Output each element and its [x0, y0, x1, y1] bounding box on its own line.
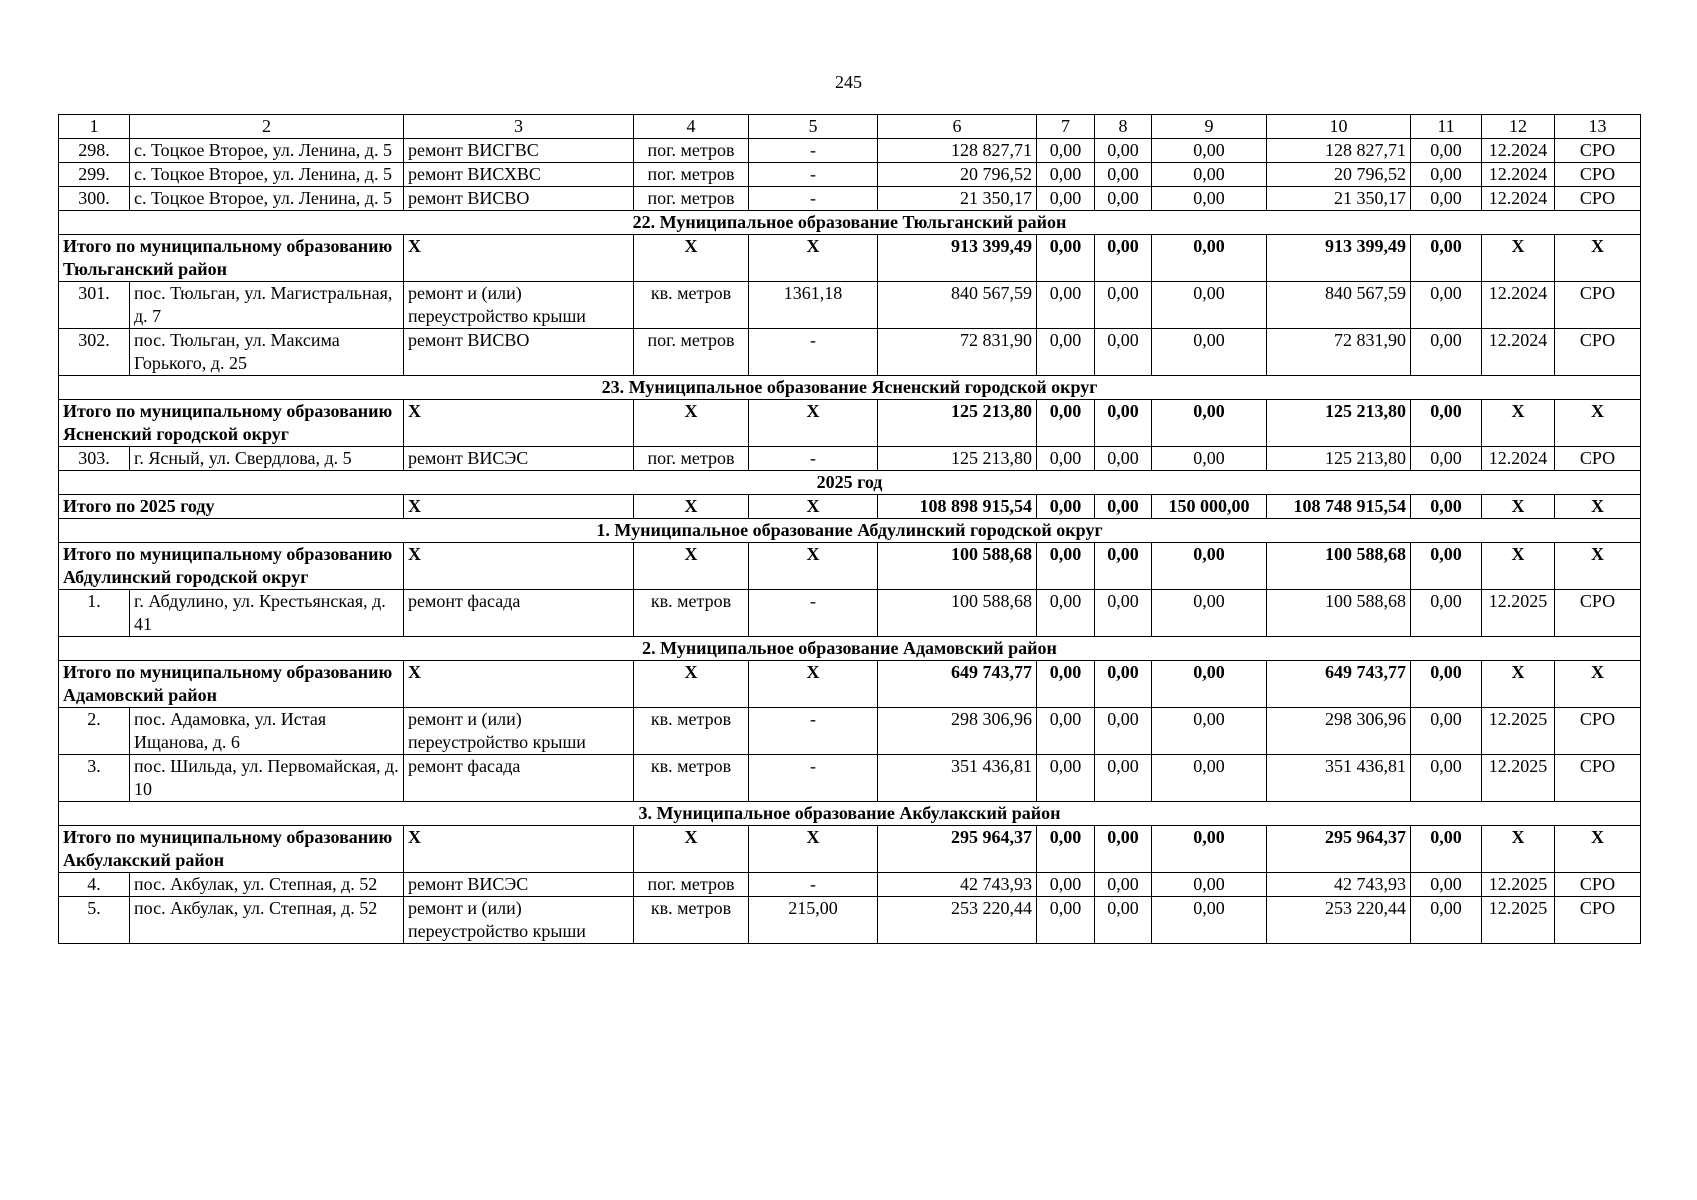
data-cell: 351 436,81 — [1267, 755, 1411, 802]
data-cell: 0,00 — [1037, 187, 1095, 211]
total-cell: 0,00 — [1411, 661, 1482, 708]
column-number-cell: 5 — [749, 115, 878, 139]
address-cell: г. Абдулино, ул. Крестьянская, д. 41 — [130, 590, 404, 637]
address-cell: пос. Тюльган, ул. Магистральная, д. 7 — [130, 282, 404, 329]
total-cell: X — [749, 543, 878, 590]
data-cell: - — [749, 187, 878, 211]
total-cell: X — [634, 400, 749, 447]
total-cell: 649 743,77 — [1267, 661, 1411, 708]
data-cell: 12.2024 — [1482, 139, 1555, 163]
data-cell: - — [749, 755, 878, 802]
table-body — [59, 115, 1641, 944]
total-cell: 108 898 915,54 — [878, 495, 1037, 519]
total-cell: X — [1482, 661, 1555, 708]
data-cell: 0,00 — [1095, 329, 1152, 376]
column-number-cell: 8 — [1095, 115, 1152, 139]
data-cell: СРО — [1555, 329, 1641, 376]
total-cell: 0,00 — [1095, 543, 1152, 590]
row-number: 3. — [59, 755, 130, 802]
total-cell: X — [404, 495, 634, 519]
total-row — [59, 235, 1641, 282]
data-cell: 0,00 — [1037, 329, 1095, 376]
data-cell: пог. метров — [634, 329, 749, 376]
total-cell: X — [634, 661, 749, 708]
total-cell: X — [1482, 495, 1555, 519]
row-number: 4. — [59, 873, 130, 897]
total-cell: 0,00 — [1411, 400, 1482, 447]
address-cell: г. Ясный, ул. Свердлова, д. 5 — [130, 447, 404, 471]
data-cell: 12.2025 — [1482, 708, 1555, 755]
data-cell: - — [749, 590, 878, 637]
data-cell: 351 436,81 — [878, 755, 1037, 802]
table-row — [59, 873, 1641, 897]
data-cell: 12.2024 — [1482, 447, 1555, 471]
data-cell: 12.2025 — [1482, 873, 1555, 897]
table-row — [59, 447, 1641, 471]
data-cell: 12.2025 — [1482, 755, 1555, 802]
section-header-row — [59, 637, 1641, 661]
total-cell: X — [1555, 235, 1641, 282]
column-number-cell: 11 — [1411, 115, 1482, 139]
data-cell: 840 567,59 — [1267, 282, 1411, 329]
total-cell: X — [1482, 826, 1555, 873]
total-cell: 108 748 915,54 — [1267, 495, 1411, 519]
data-cell: 72 831,90 — [1267, 329, 1411, 376]
data-cell: 12.2025 — [1482, 897, 1555, 944]
row-number: 5. — [59, 897, 130, 944]
data-cell: 42 743,93 — [1267, 873, 1411, 897]
data-cell: 840 567,59 — [878, 282, 1037, 329]
data-cell: 0,00 — [1411, 187, 1482, 211]
column-number-cell: 1 — [59, 115, 130, 139]
total-cell: 0,00 — [1095, 495, 1152, 519]
total-row — [59, 400, 1641, 447]
data-cell: СРО — [1555, 447, 1641, 471]
data-cell: ремонт ВИСХВС — [404, 163, 634, 187]
total-cell: 0,00 — [1037, 543, 1095, 590]
data-cell: 0,00 — [1095, 139, 1152, 163]
total-cell: X — [749, 661, 878, 708]
data-cell: 0,00 — [1152, 139, 1267, 163]
data-cell: 0,00 — [1037, 163, 1095, 187]
total-cell: 0,00 — [1095, 235, 1152, 282]
data-cell: 0,00 — [1152, 708, 1267, 755]
table-row — [59, 897, 1641, 944]
total-cell: 100 588,68 — [878, 543, 1037, 590]
total-row — [59, 661, 1641, 708]
data-cell: 0,00 — [1095, 187, 1152, 211]
data-cell: 0,00 — [1152, 163, 1267, 187]
data-cell: 0,00 — [1411, 873, 1482, 897]
address-cell: с. Тоцкое Второе, ул. Ленина, д. 5 — [130, 163, 404, 187]
column-number-cell: 13 — [1555, 115, 1641, 139]
table-row — [59, 282, 1641, 329]
data-cell: 42 743,93 — [878, 873, 1037, 897]
column-number-row — [59, 115, 1641, 139]
table-row — [59, 708, 1641, 755]
data-cell: 1361,18 — [749, 282, 878, 329]
data-cell: пог. метров — [634, 139, 749, 163]
total-label: Итого по муниципальному образованию Акбулакский район — [59, 826, 404, 873]
total-cell: 295 964,37 — [878, 826, 1037, 873]
data-cell: ремонт и (или) переустройство крыши — [404, 708, 634, 755]
address-cell: пос. Адамовка, ул. Истая Ищанова, д. 6 — [130, 708, 404, 755]
address-cell: пос. Тюльган, ул. Максима Горького, д. 25 — [130, 329, 404, 376]
total-cell: 0,00 — [1037, 661, 1095, 708]
data-cell: пог. метров — [634, 163, 749, 187]
total-cell: 0,00 — [1095, 400, 1152, 447]
data-cell: 100 588,68 — [1267, 590, 1411, 637]
section-header-row — [59, 211, 1641, 235]
total-cell: 125 213,80 — [1267, 400, 1411, 447]
total-cell: 0,00 — [1152, 661, 1267, 708]
column-number-cell: 7 — [1037, 115, 1095, 139]
column-number-cell: 3 — [404, 115, 634, 139]
data-cell: СРО — [1555, 873, 1641, 897]
address-cell: пос. Акбулак, ул. Степная, д. 52 — [130, 873, 404, 897]
total-row — [59, 543, 1641, 590]
total-cell: X — [1555, 400, 1641, 447]
data-cell: СРО — [1555, 755, 1641, 802]
data-cell: пог. метров — [634, 187, 749, 211]
data-cell: 0,00 — [1095, 708, 1152, 755]
total-cell: X — [1482, 543, 1555, 590]
total-cell: X — [634, 235, 749, 282]
data-cell: 21 350,17 — [878, 187, 1037, 211]
row-number: 299. — [59, 163, 130, 187]
data-cell: пог. метров — [634, 447, 749, 471]
data-cell: кв. метров — [634, 708, 749, 755]
data-cell: 12.2025 — [1482, 590, 1555, 637]
data-cell: СРО — [1555, 163, 1641, 187]
data-cell: 0,00 — [1095, 755, 1152, 802]
data-cell: 0,00 — [1095, 897, 1152, 944]
total-cell: X — [404, 661, 634, 708]
row-number: 300. — [59, 187, 130, 211]
total-cell: X — [1555, 661, 1641, 708]
total-cell: 100 588,68 — [1267, 543, 1411, 590]
address-cell: с. Тоцкое Второе, ул. Ленина, д. 5 — [130, 139, 404, 163]
data-cell: 12.2024 — [1482, 329, 1555, 376]
data-cell: 125 213,80 — [878, 447, 1037, 471]
total-label: Итого по муниципальному образованию Адамовский район — [59, 661, 404, 708]
data-cell: 0,00 — [1411, 447, 1482, 471]
total-cell: 0,00 — [1411, 826, 1482, 873]
page-number: 245 — [835, 72, 862, 92]
column-number-cell: 2 — [130, 115, 404, 139]
data-cell: ремонт ВИСЭС — [404, 447, 634, 471]
data-cell: 0,00 — [1037, 590, 1095, 637]
data-cell: 0,00 — [1411, 590, 1482, 637]
total-cell: X — [749, 235, 878, 282]
data-cell: - — [749, 708, 878, 755]
total-cell: 913 399,49 — [1267, 235, 1411, 282]
table-row — [59, 139, 1641, 163]
data-cell: СРО — [1555, 897, 1641, 944]
total-cell: 0,00 — [1152, 235, 1267, 282]
data-cell: СРО — [1555, 708, 1641, 755]
data-cell: СРО — [1555, 590, 1641, 637]
data-cell: - — [749, 329, 878, 376]
total-cell: 0,00 — [1037, 235, 1095, 282]
data-cell: ремонт ВИСГВС — [404, 139, 634, 163]
table-row — [59, 329, 1641, 376]
total-cell: X — [1555, 826, 1641, 873]
section-title: 3. Муниципальное образование Акбулакский район — [59, 802, 1641, 826]
data-cell: 100 588,68 — [878, 590, 1037, 637]
data-cell: 0,00 — [1411, 329, 1482, 376]
data-cell: 0,00 — [1411, 755, 1482, 802]
total-cell: X — [1482, 400, 1555, 447]
data-cell: 0,00 — [1152, 447, 1267, 471]
total-cell: 125 213,80 — [878, 400, 1037, 447]
section-header-row — [59, 802, 1641, 826]
data-cell: ремонт ВИСВО — [404, 329, 634, 376]
data-cell: 0,00 — [1095, 590, 1152, 637]
total-cell: 0,00 — [1095, 826, 1152, 873]
total-cell: 0,00 — [1152, 826, 1267, 873]
total-cell: 0,00 — [1095, 661, 1152, 708]
section-header-row — [59, 376, 1641, 400]
column-number-cell: 10 — [1267, 115, 1411, 139]
section-title: 23. Муниципальное образование Ясненский городской округ — [59, 376, 1641, 400]
total-cell: 0,00 — [1037, 495, 1095, 519]
data-cell: - — [749, 447, 878, 471]
data-cell: 0,00 — [1095, 447, 1152, 471]
data-cell: ремонт ВИСЭС — [404, 873, 634, 897]
data-cell: 0,00 — [1152, 755, 1267, 802]
total-cell: X — [749, 826, 878, 873]
data-cell: - — [749, 873, 878, 897]
data-cell: СРО — [1555, 282, 1641, 329]
total-cell: X — [1555, 543, 1641, 590]
total-cell: 0,00 — [1411, 543, 1482, 590]
column-number-cell: 12 — [1482, 115, 1555, 139]
row-number: 303. — [59, 447, 130, 471]
data-cell: 0,00 — [1037, 755, 1095, 802]
total-cell: 913 399,49 — [878, 235, 1037, 282]
data-cell: 0,00 — [1037, 708, 1095, 755]
column-number-cell: 4 — [634, 115, 749, 139]
data-cell: - — [749, 163, 878, 187]
data-cell: 0,00 — [1037, 282, 1095, 329]
total-row — [59, 495, 1641, 519]
data-cell: 0,00 — [1152, 282, 1267, 329]
total-label: Итого по муниципальному образованию Абдулинский городской округ — [59, 543, 404, 590]
total-cell: 649 743,77 — [878, 661, 1037, 708]
total-cell: X — [1482, 235, 1555, 282]
total-cell: 150 000,00 — [1152, 495, 1267, 519]
data-cell: 0,00 — [1411, 282, 1482, 329]
section-header-row — [59, 519, 1641, 543]
data-cell: 0,00 — [1037, 873, 1095, 897]
data-cell: ремонт и (или) переустройство крыши — [404, 282, 634, 329]
column-number-cell: 6 — [878, 115, 1037, 139]
data-cell: 20 796,52 — [878, 163, 1037, 187]
row-number: 1. — [59, 590, 130, 637]
section-title: 1. Муниципальное образование Абдулинский городской округ — [59, 519, 1641, 543]
section-title: 2. Муниципальное образование Адамовский район — [59, 637, 1641, 661]
data-cell: 0,00 — [1095, 282, 1152, 329]
total-cell: 0,00 — [1411, 495, 1482, 519]
table-row — [59, 187, 1641, 211]
data-cell: кв. метров — [634, 897, 749, 944]
total-cell: X — [404, 543, 634, 590]
data-cell: 0,00 — [1411, 708, 1482, 755]
total-cell: 0,00 — [1152, 400, 1267, 447]
section-title: 22. Муниципальное образование Тюльганский район — [59, 211, 1641, 235]
data-cell: 0,00 — [1095, 163, 1152, 187]
total-cell: X — [749, 495, 878, 519]
total-label: Итого по муниципальному образованию Тюльганский район — [59, 235, 404, 282]
data-cell: ремонт фасада — [404, 590, 634, 637]
data-cell: 0,00 — [1411, 897, 1482, 944]
data-cell: 253 220,44 — [878, 897, 1037, 944]
total-cell: 295 964,37 — [1267, 826, 1411, 873]
address-cell: пос. Шильда, ул. Первомайская, д. 10 — [130, 755, 404, 802]
table-row — [59, 163, 1641, 187]
total-label: Итого по муниципальному образованию Ясненский городской округ — [59, 400, 404, 447]
table-row — [59, 755, 1641, 802]
row-number: 302. — [59, 329, 130, 376]
total-cell: X — [749, 400, 878, 447]
total-cell: X — [404, 235, 634, 282]
data-cell: 0,00 — [1037, 447, 1095, 471]
table-row — [59, 590, 1641, 637]
data-cell: 0,00 — [1152, 873, 1267, 897]
data-cell: кв. метров — [634, 755, 749, 802]
data-cell: 20 796,52 — [1267, 163, 1411, 187]
data-cell: 0,00 — [1411, 139, 1482, 163]
data-cell: ремонт фасада — [404, 755, 634, 802]
data-cell: ремонт ВИСВО — [404, 187, 634, 211]
row-number: 2. — [59, 708, 130, 755]
total-label: Итого по 2025 году — [59, 495, 404, 519]
total-row — [59, 826, 1641, 873]
total-cell: 0,00 — [1152, 543, 1267, 590]
data-cell: 0,00 — [1152, 187, 1267, 211]
data-cell: кв. метров — [634, 590, 749, 637]
data-cell: кв. метров — [634, 282, 749, 329]
data-cell: 128 827,71 — [1267, 139, 1411, 163]
total-cell: X — [634, 543, 749, 590]
data-cell: 253 220,44 — [1267, 897, 1411, 944]
total-cell: X — [634, 495, 749, 519]
total-cell: X — [634, 826, 749, 873]
total-cell: 0,00 — [1411, 235, 1482, 282]
data-cell: 125 213,80 — [1267, 447, 1411, 471]
total-cell: 0,00 — [1037, 826, 1095, 873]
data-cell: 72 831,90 — [878, 329, 1037, 376]
data-cell: 0,00 — [1037, 897, 1095, 944]
column-number-cell: 9 — [1152, 115, 1267, 139]
row-number: 301. — [59, 282, 130, 329]
data-cell: 215,00 — [749, 897, 878, 944]
data-cell: СРО — [1555, 139, 1641, 163]
data-cell: пог. метров — [634, 873, 749, 897]
data-cell: 128 827,71 — [878, 139, 1037, 163]
data-cell: - — [749, 139, 878, 163]
data-cell: СРО — [1555, 187, 1641, 211]
address-cell: пос. Акбулак, ул. Степная, д. 52 — [130, 897, 404, 944]
total-cell: X — [404, 400, 634, 447]
address-cell: с. Тоцкое Второе, ул. Ленина, д. 5 — [130, 187, 404, 211]
row-number: 298. — [59, 139, 130, 163]
data-cell: ремонт и (или) переустройство крыши — [404, 897, 634, 944]
data-cell: 0,00 — [1152, 590, 1267, 637]
total-cell: 0,00 — [1037, 400, 1095, 447]
repair-program-table — [58, 114, 1641, 944]
data-cell: 0,00 — [1152, 329, 1267, 376]
data-cell: 12.2024 — [1482, 163, 1555, 187]
section-header-row — [59, 471, 1641, 495]
data-cell: 0,00 — [1095, 873, 1152, 897]
section-title: 2025 год — [59, 471, 1641, 495]
data-cell: 21 350,17 — [1267, 187, 1411, 211]
data-cell: 0,00 — [1152, 897, 1267, 944]
total-cell: X — [404, 826, 634, 873]
total-cell: X — [1555, 495, 1641, 519]
data-cell: 298 306,96 — [878, 708, 1037, 755]
data-cell: 0,00 — [1411, 163, 1482, 187]
data-cell: 0,00 — [1037, 139, 1095, 163]
data-cell: 298 306,96 — [1267, 708, 1411, 755]
data-cell: 12.2024 — [1482, 187, 1555, 211]
data-cell: 12.2024 — [1482, 282, 1555, 329]
